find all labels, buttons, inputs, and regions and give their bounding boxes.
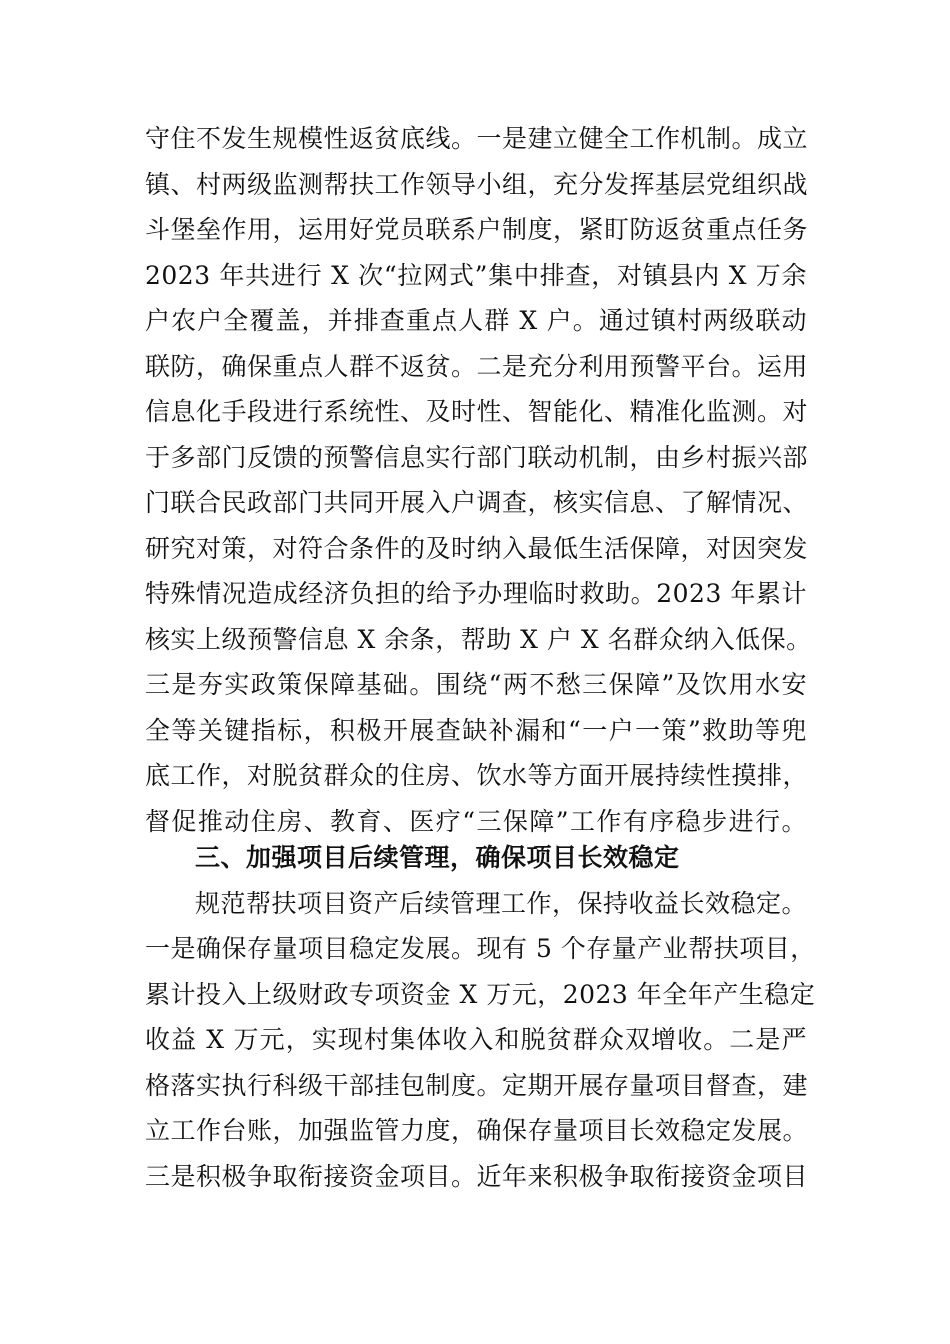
text-line: 特殊情况造成经济负担的给予办理临时救助。2023 年累计 <box>145 579 807 608</box>
section-heading: 三、加强项目后续管理，确保项目长效稳定 <box>195 843 680 872</box>
text-line: 于多部门反馈的预警信息实行部门联动机制，由乡村振兴部 <box>145 442 809 472</box>
text-line: 联防，确保重点人群不返贫。二是充分利用预警平台。运用 <box>145 351 809 381</box>
text-line: 研究对策，对符合条件的及时纳入最低生活保障，对因突发 <box>145 533 809 563</box>
text-line: 格落实执行科级干部挂包制度。定期开展存量项目督查，建 <box>145 1070 809 1100</box>
text-line: 一是确保存量项目稳定发展。现有 5 个存量产业帮扶项目， <box>145 934 816 963</box>
section-project-management <box>145 835 816 1199</box>
text-line: 督促推动住房、教育、医疗“三保障”工作有序稳步进行。 <box>145 806 807 836</box>
text-line: 户农户全覆盖，并排查重点人群 X 户。通过镇村两级联动 <box>145 306 807 335</box>
paragraph-poverty-prevention <box>145 116 812 844</box>
text-line: 收益 X 万元，实现村集体收入和脱贫群众双增收。二是严 <box>145 1025 807 1054</box>
text-line: 全等关键指标，积极开展查缺补漏和“一户一策”救助等兜 <box>145 715 807 745</box>
text-line: 规范帮扶项目资产后续管理工作，保持收益长效稳定。 <box>195 888 808 918</box>
text-line: 底工作，对脱贫群众的住房、饮水等方面开展持续性摸排， <box>145 761 809 790</box>
text-line: 门联合民政部门共同开展入户调查，核实信息、了解情况、 <box>145 488 809 517</box>
text-line: 守住不发生规模性返贫底线。一是建立健全工作机制。成立 <box>145 124 809 153</box>
text-line: 斗堡垒作用，运用好党员联系户制度，紧盯防返贫重点任务 <box>145 215 809 244</box>
text-line: 累计投入上级财政专项资金 X 万元，2023 年全年产生稳定 <box>145 979 816 1009</box>
text-line: 立工作台账，加强监管力度，确保存量项目长效稳定发展。 <box>145 1116 809 1145</box>
text-line: 信息化手段进行系统性、及时性、智能化、精准化监测。对 <box>145 397 809 426</box>
text-line: 三是积极争取衔接资金项目。近年来积极争取衔接资金项目 <box>145 1161 809 1191</box>
text-line: 三是夯实政策保障基础。围绕“两不愁三保障”及饮用水安 <box>145 670 807 699</box>
text-line: 镇、村两级监测帮扶工作领导小组，充分发挥基层党组织战 <box>145 169 809 199</box>
text-line: 核实上级预警信息 X 余条，帮助 X 户 X 名群众纳入低保。 <box>145 624 812 654</box>
text-line: 2023 年共进行 X 次“拉网式”集中排查，对镇县内 X 万余 <box>145 260 807 290</box>
